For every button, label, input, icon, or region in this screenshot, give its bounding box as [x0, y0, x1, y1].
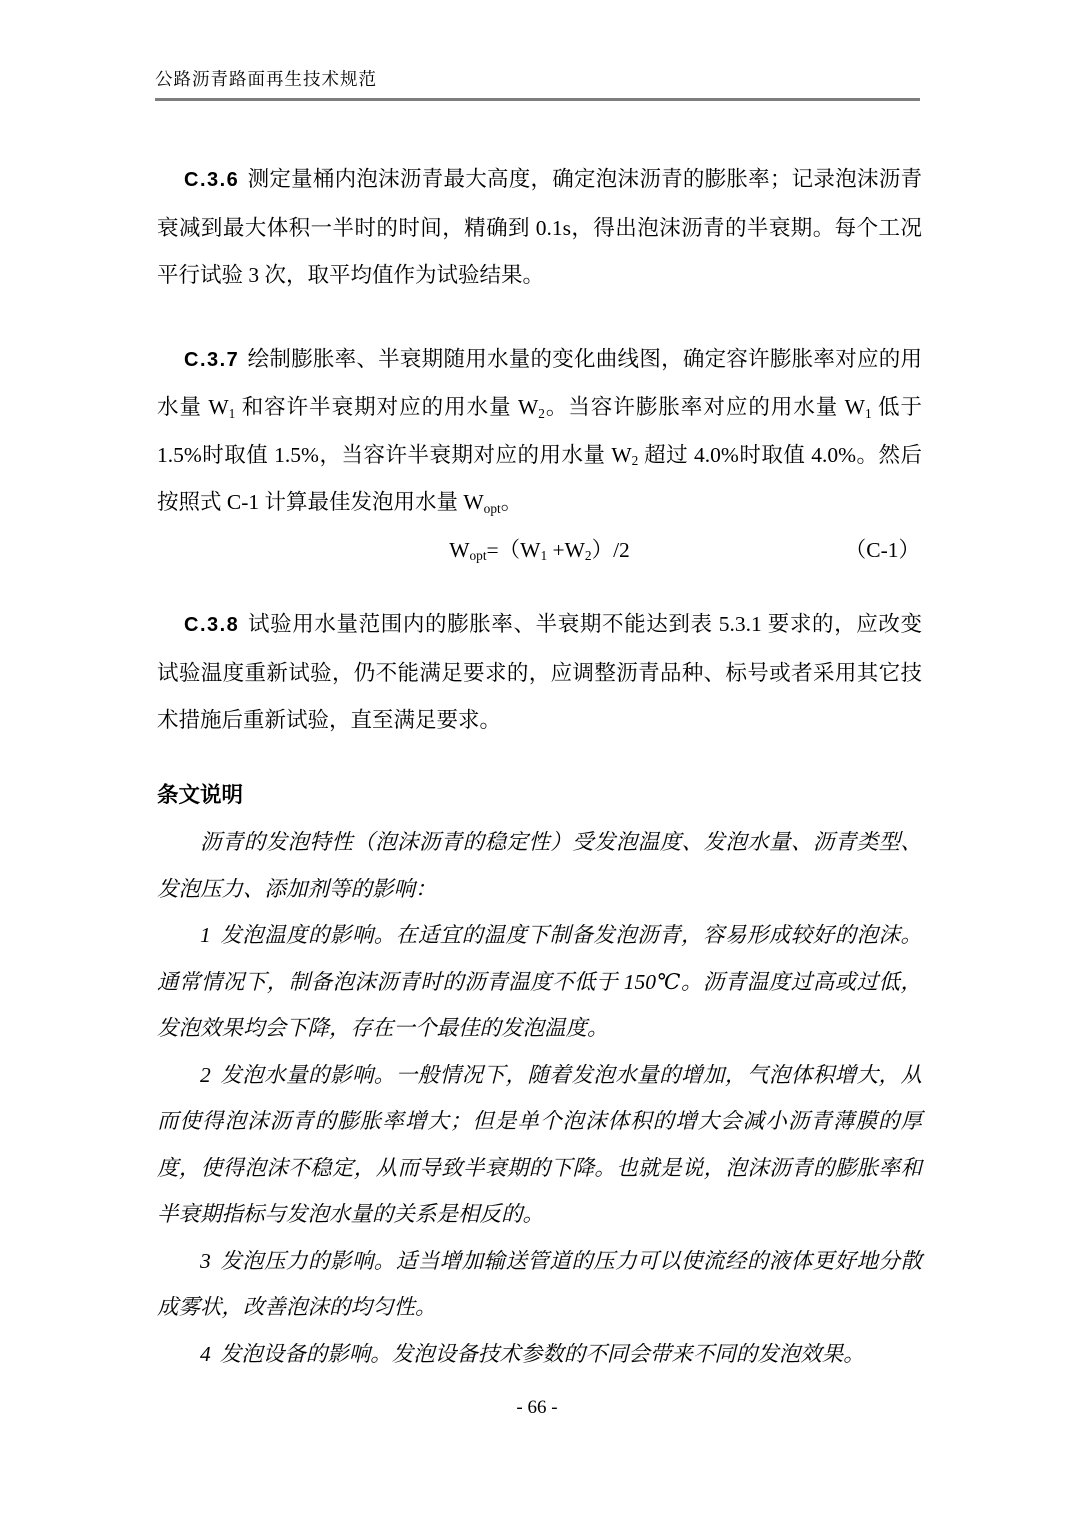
commentary-item-3-text: 发泡压力的影响。适当增加输送管道的压力可以使流经的液体更好地分散成雾状，改善泡沫的均匀性。	[157, 1248, 922, 1319]
commentary-section	[157, 819, 922, 1377]
commentary-item-2-text: 发泡水量的影响。一般情况下，随着发泡水量的增加，气泡体积增大，从而使得泡沫沥青的膨胀率增大；但是单个泡沫体积的增大会减小沥青薄膜的厚度，使得泡沫不稳定，从而导致半衰期的下降。也就是说，泡沫沥青的膨胀率和半衰期指标与发泡水量的关系是相反的。	[157, 1062, 922, 1226]
commentary-item-3	[157, 1238, 922, 1331]
commentary-item-1-number: 1	[200, 923, 211, 947]
page-content	[157, 156, 922, 1377]
formula-c1-label: （C-1）	[844, 537, 920, 562]
commentary-item-4-text: 发泡设备的影响。发泡设备技术参数的不同会带来不同的发泡效果。	[219, 1341, 865, 1366]
commentary-intro-paragraph: 沥青的发泡特性（泡沫沥青的稳定性）受发泡温度、发泡水量、沥青类型、发泡压力、添加剂等的影响：	[157, 830, 922, 901]
clause-c37-text: 绘制膨胀率、半衰期随用水量的变化曲线图，确定容许膨胀率对应的用水量 $W_1$ 和容许半衰期对应的用水量 $W_2$。当容许膨胀率对应的用水量 $W_1$ 低于 1.5%时取值 1.5%，当容许半衰期对应的用水量 $W_2$ 超过 4.0%时取值 4.0%。然后按照式 C-1 计算最佳发泡用水量 $W_{opt}$。	[157, 346, 922, 516]
commentary-item-1	[157, 912, 922, 1052]
commentary-heading: 条文说明	[157, 782, 244, 807]
commentary-item-2	[157, 1052, 922, 1238]
formula-c1-expression: $W_{opt}=(W_1 +W_2)/2$	[449, 537, 630, 564]
commentary-item-3-number: 3	[200, 1248, 211, 1273]
commentary-item-1-text: 发泡温度的影响。在适宜的温度下制备发泡沥青，容易形成较好的泡沫。通常情况下，制备泡沫沥青时的沥青温度不低于 150℃。沥青温度过高或过低，发泡效果均会下降，存在一个最佳的发泡温度。	[157, 923, 922, 1040]
clause-c37-paragraph	[157, 336, 922, 527]
formula-c1-row	[157, 527, 922, 575]
running-header: 公路沥青路面再生技术规范	[155, 66, 920, 101]
clause-c37-number: C.3.7	[184, 348, 240, 371]
clause-c38-number: C.3.8	[184, 614, 240, 636]
commentary-item-4-number: 4	[200, 1341, 211, 1366]
clause-c36-number: C.3.6	[184, 169, 240, 191]
commentary-item-4	[157, 1331, 922, 1378]
clause-c36-paragraph	[157, 156, 922, 300]
commentary-item-2-number: 2	[200, 1062, 211, 1087]
clause-c38-text: 试验用水量范围内的膨胀率、半衰期不能达到表 5.3.1 要求的，应改变试验温度重新试验，仍不能满足要求的，应调整沥青品种、标号或者采用其它技术措施后重新试验，直至满足要求。	[157, 612, 922, 732]
page-number: - 66 -	[516, 1397, 558, 1418]
clause-c38-paragraph	[157, 601, 922, 745]
clause-c36-text: 测定量桶内泡沫沥青最大高度，确定泡沫沥青的膨胀率；记录泡沫沥青衰减到最大体积一半时的时间，精确到 0.1s，得出泡沫沥青的半衰期。每个工况平行试验 3 次，取平均值作为试验结果。	[157, 167, 922, 287]
